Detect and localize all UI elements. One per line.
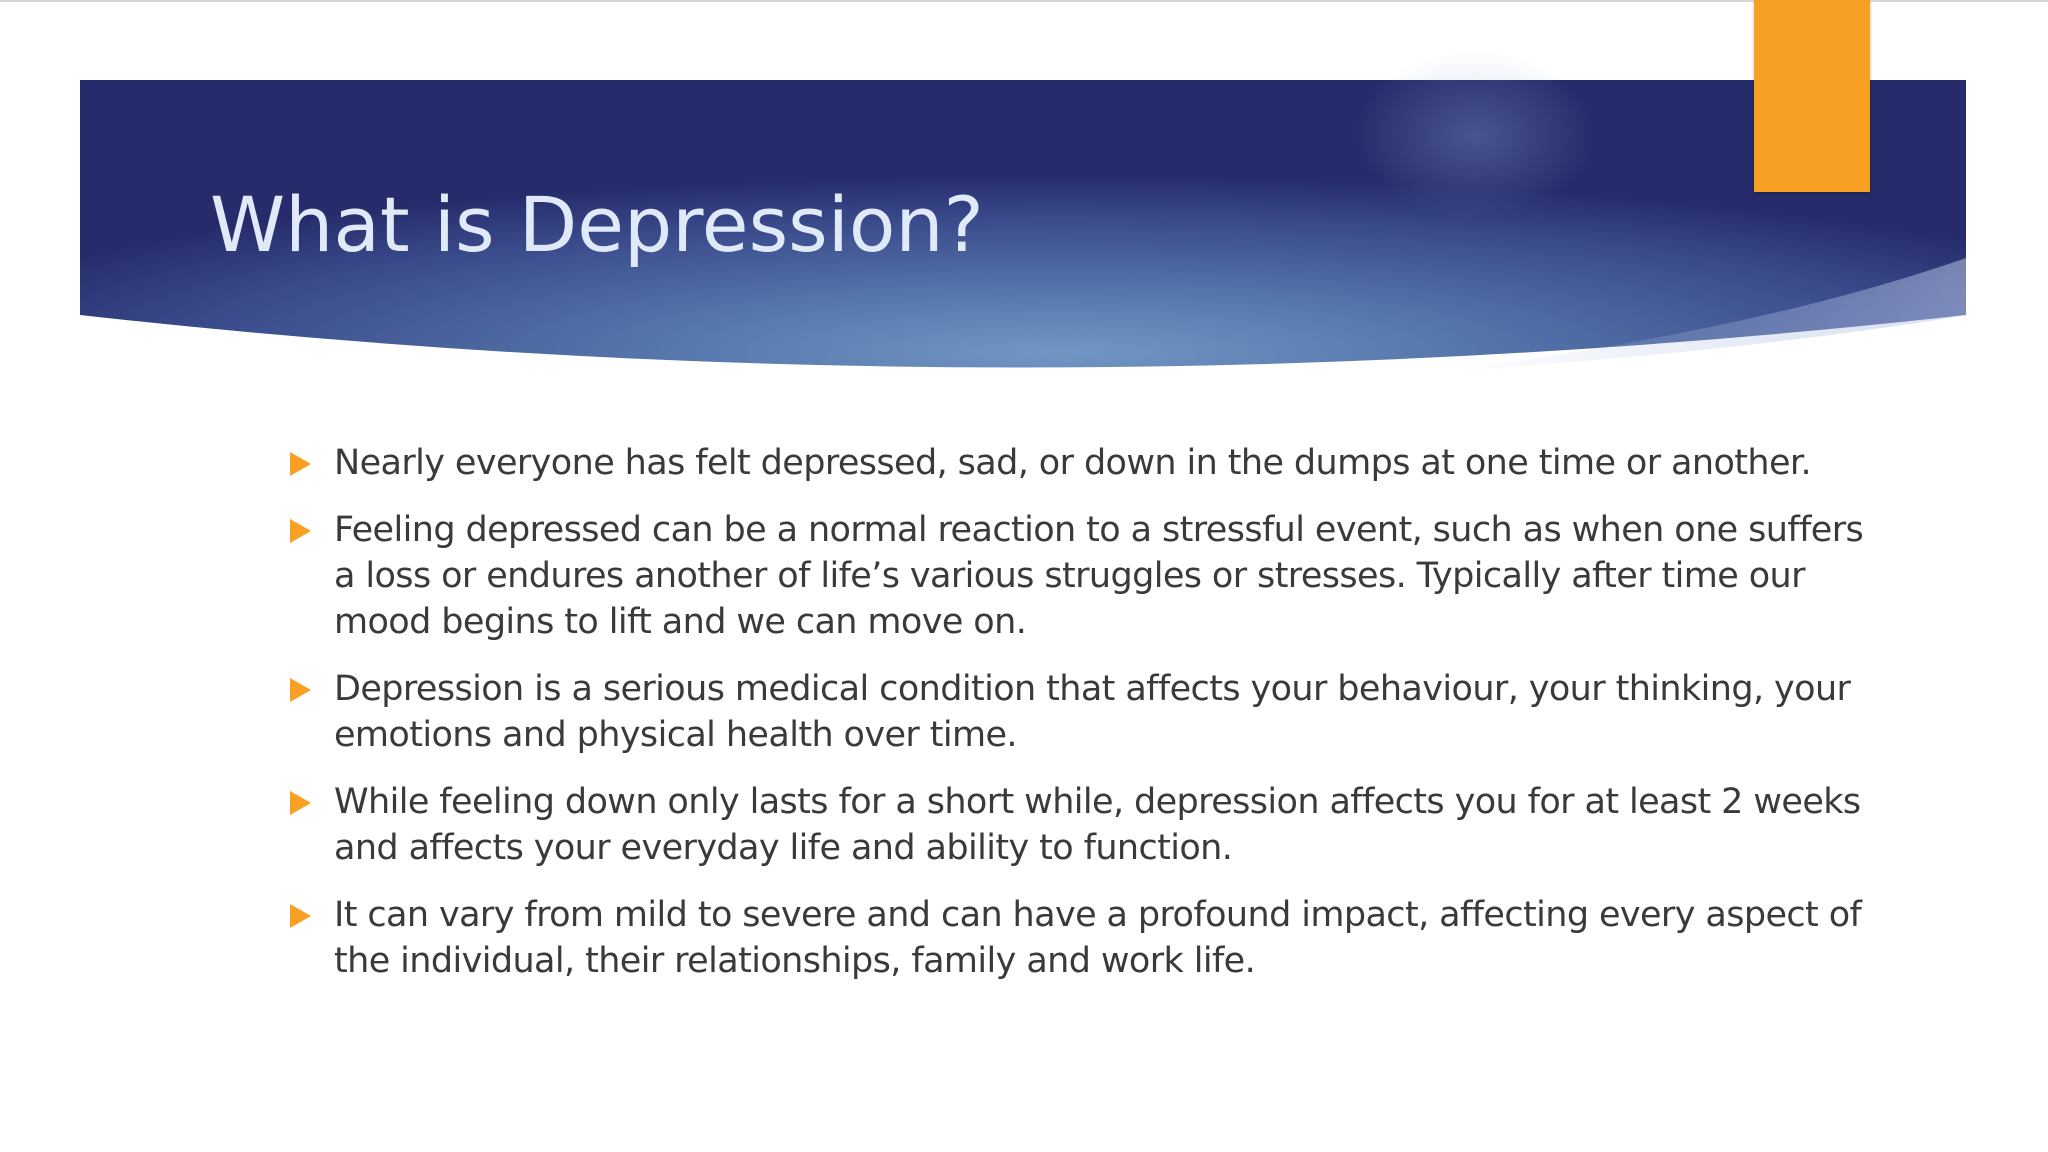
- bullet-text: Nearly everyone has felt depressed, sad, or down in the dumps at one time or another.: [334, 443, 1812, 483]
- bullet-item: [286, 779, 1886, 871]
- bullet-item: [286, 666, 1886, 758]
- slide-title: What is Depression?: [210, 180, 984, 269]
- bullet-text: It can vary from mild to severe and can have a profound impact, affecting every aspect of the individual, their relationships, family and work life.: [334, 895, 1862, 981]
- orange-accent-tab: [1754, 0, 1870, 192]
- bullet-arrow-icon: [290, 904, 311, 928]
- bullet-text: Depression is a serious medical condition that affects your behaviour, your thinking, your emotions and physical health over time.: [334, 669, 1851, 755]
- bullet-arrow-icon: [290, 678, 311, 702]
- bullet-arrow-icon: [290, 791, 311, 815]
- bullet-arrow-icon: [290, 519, 311, 543]
- bullet-text: While feeling down only lasts for a short while, depression affects you for at least 2 weeks and affects your everyday life and ability to function.: [334, 782, 1861, 868]
- bullet-arrow-icon: [290, 452, 311, 476]
- bullet-text: Feeling depressed can be a normal reaction to a stressful event, such as when one suffers a loss or endures another of life’s various struggles or stresses. Typically after time our mood begins to lift and we can move on.: [334, 510, 1864, 642]
- bullet-item: [286, 892, 1886, 984]
- bullet-item: [286, 507, 1886, 645]
- bullet-list: [286, 440, 1886, 1005]
- bullet-item: [286, 440, 1886, 486]
